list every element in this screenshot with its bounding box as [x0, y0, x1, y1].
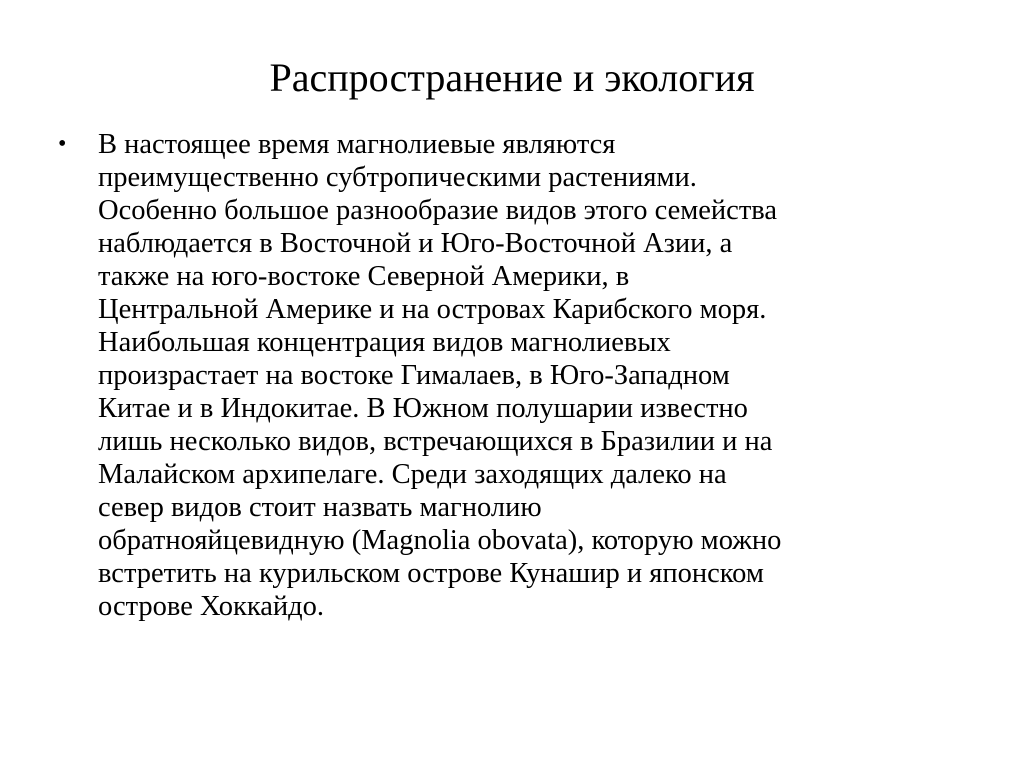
text-line: встретить на курильском острове Кунашир и японском: [98, 558, 764, 589]
text-line: произрастает на востоке Гималаев, в Юго-Западном: [98, 360, 730, 391]
text-line: Особенно большое разнообразие видов этого семейства: [98, 195, 778, 226]
text-line: также на юго-востоке Северной Америки, в: [98, 261, 630, 292]
text-line: Наибольшая концентрация видов магнолиевых: [98, 327, 671, 358]
text-line: преимущественно субтропическими растениями.: [98, 162, 697, 193]
text-line: лишь несколько видов, встречающихся в Бразилии и на: [98, 426, 773, 457]
text-line: север видов стоит назвать магнолию: [98, 492, 542, 523]
text-line: Китае и в Индокитае. В Южном полушарии известно: [98, 393, 748, 424]
bullet-item: [56, 128, 986, 623]
text-line: острове Хоккайдо.: [98, 591, 325, 622]
text-line: Центральной Америке и на островах Карибского моря.: [98, 294, 767, 325]
bullet-dot-icon: •: [58, 131, 67, 157]
text-line: обратнояйцевидную (Magnolia obovata), которую можно: [98, 525, 782, 556]
bullet-list: [56, 128, 986, 623]
text-line: В настоящее время магнолиевые являются: [98, 129, 616, 160]
slide-title: Распространение и экология: [269, 55, 755, 100]
text-line: наблюдается в Восточной и Юго-Восточной Азии, а: [98, 228, 733, 259]
text-line: Малайском архипелаге. Среди заходящих далеко на: [98, 459, 727, 490]
